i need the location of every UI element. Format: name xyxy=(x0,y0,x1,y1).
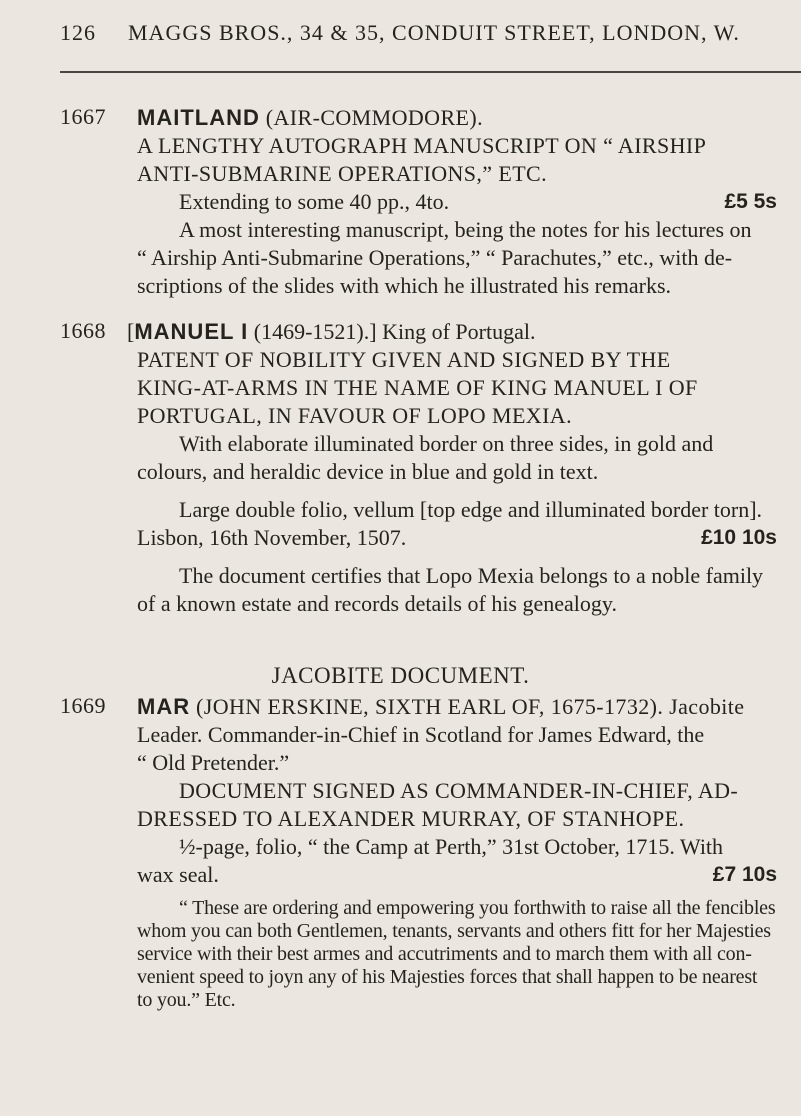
subject-details: (JOHN ERSKINE, SIXTH EARL OF, 1675-1732). Jacobite xyxy=(190,694,745,719)
description-line: A most interesting manuscript, being the notes for his lectures on xyxy=(179,217,752,242)
subject-name: MAR xyxy=(137,694,191,719)
publisher-address: MAGGS BROS., 34 & 35, CONDUIT STREET, LONDON, W. xyxy=(128,20,740,45)
item-title-line: KING-AT-ARMS IN THE NAME OF KING MANUEL I OF xyxy=(137,375,698,400)
quote-line: service with their best armes and accutriments and to march them with all con- xyxy=(137,943,752,965)
item-title-line: DOCUMENT SIGNED AS COMMANDER-IN-CHIEF, AD- xyxy=(179,778,739,803)
quoted-extract xyxy=(137,897,787,1012)
lot-number: 1668 xyxy=(60,318,106,343)
item-title-line: DRESSED TO ALEXANDER MURRAY, OF STANHOPE. xyxy=(137,806,685,831)
section-heading: JACOBITE DOCUMENT. xyxy=(271,663,530,688)
price: £5 5s xyxy=(724,190,777,213)
entry-heading xyxy=(137,104,787,132)
description-line: Leader. Commander-in-Chief in Scotland for James Edward, the xyxy=(137,722,705,747)
date-text: Lisbon, 16th November, 1507. xyxy=(137,525,407,550)
quote-line: “ These are ordering and empowering you forthwith to raise all the fencibles xyxy=(179,897,776,919)
price: £10 10s xyxy=(701,526,777,549)
description-line: of a known estate and records details of his genealogy. xyxy=(137,591,617,616)
lot-number: 1669 xyxy=(60,693,106,718)
entry-heading xyxy=(137,693,787,721)
subject-name: MAITLAND xyxy=(137,105,260,130)
description-line: “ Airship Anti-Submarine Operations,” “ Parachutes,” etc., with de- xyxy=(137,245,733,270)
subject-details: (1469-1521).] King of Portugal. xyxy=(248,319,536,344)
lot-number: 1667 xyxy=(60,104,106,129)
item-title-line: PORTUGAL, IN FAVOUR OF LOPO MEXIA. xyxy=(137,403,572,428)
quote-line: whom you can both Gentlemen, tenants, servants and others fitt for her Majesties xyxy=(137,920,771,942)
format-line: Large double folio, vellum [top edge and illuminated border torn]. xyxy=(179,497,763,522)
format-line: ½-page, folio, “ the Camp at Perth,” 31st October, 1715. With xyxy=(179,834,724,859)
date-line xyxy=(137,524,787,552)
entry-body xyxy=(127,318,787,618)
page-number: 126 xyxy=(60,20,96,45)
subject-details: (AIR-COMMODORE). xyxy=(259,105,484,130)
item-title-line: PATENT OF NOBILITY GIVEN AND SIGNED BY THE xyxy=(137,347,671,372)
page-header xyxy=(60,20,801,46)
description-line: scriptions of the slides with which he illustrated his remarks. xyxy=(137,273,672,298)
price: £7 10s xyxy=(712,863,777,886)
format-text: Extending to some 40 pp., 4to. xyxy=(179,189,450,214)
description-line: “ Old Pretender.” xyxy=(137,750,290,775)
format-line xyxy=(137,188,787,216)
subject-name: MANUEL I xyxy=(134,319,249,344)
quote-line: to you.” Etc. xyxy=(137,989,236,1011)
bracket: [ xyxy=(127,319,135,344)
entry-body xyxy=(137,104,787,300)
entry-body xyxy=(137,693,787,1012)
seal-line xyxy=(137,861,787,889)
description-line: The document certifies that Lopo Mexia belongs to a noble family xyxy=(179,563,764,588)
description-line: With elaborate illuminated border on three sides, in gold and xyxy=(179,431,714,456)
description-line: colours, and heraldic device in blue and gold in text. xyxy=(137,459,599,484)
entry-heading xyxy=(127,318,787,346)
header-rule xyxy=(60,71,801,73)
quote-line: venient speed to joyn any of his Majesties forces that shall happen to be nearest xyxy=(137,966,758,988)
item-title-line: ANTI-SUBMARINE OPERATIONS,” ETC. xyxy=(137,161,548,186)
seal-text: wax seal. xyxy=(137,862,219,887)
item-title-line: A LENGTHY AUTOGRAPH MANUSCRIPT ON “ AIRSHIP xyxy=(137,133,707,158)
